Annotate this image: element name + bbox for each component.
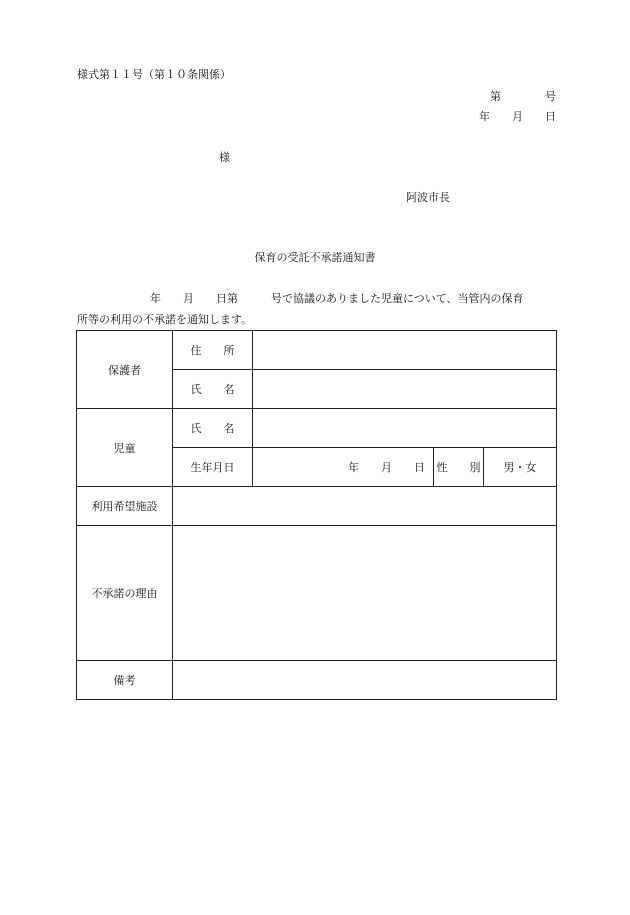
- sex-field[interactable]: 男・女: [484, 448, 557, 487]
- guardian-name-field[interactable]: [253, 370, 557, 409]
- table-row: [77, 526, 557, 661]
- reason-label: 不承諾の理由: [77, 526, 173, 661]
- body-line-2: 所等の利用の不承諾を通知します。: [77, 313, 253, 326]
- child-label: 児童: [77, 409, 173, 487]
- child-name-label: 氏 名: [173, 409, 253, 448]
- table-row: [77, 487, 557, 526]
- guardian-address-label: 住 所: [173, 331, 253, 370]
- table-row: [77, 661, 557, 700]
- facility-field[interactable]: [173, 487, 557, 526]
- document-date: 年 月 日: [479, 110, 556, 123]
- document-title: 保育の受託不承諾通知書: [254, 251, 376, 264]
- child-name-field[interactable]: [253, 409, 557, 448]
- guardian-address-field[interactable]: [253, 331, 557, 370]
- table-row: [77, 331, 557, 370]
- form-number: 様式第１１号（第１０条関係）: [77, 68, 231, 81]
- document-number: 第 号: [490, 90, 556, 103]
- guardian-label: 保護者: [77, 331, 173, 409]
- remarks-label: 備考: [77, 661, 173, 700]
- sex-label: 性 別: [434, 448, 484, 487]
- remarks-field[interactable]: [173, 661, 557, 700]
- recipient-honorific: 様: [219, 151, 230, 164]
- table-row: [77, 409, 557, 448]
- birth-date-field[interactable]: 年 月 日: [253, 448, 434, 487]
- guardian-name-label: 氏 名: [173, 370, 253, 409]
- facility-label: 利用希望施設: [77, 487, 173, 526]
- body-line-1: 年 月 日第 号で協議のありました児童について、当管内の保育: [150, 292, 524, 305]
- reason-field[interactable]: [173, 526, 557, 661]
- birth-date-label: 生年月日: [173, 448, 253, 487]
- issuer: 阿波市長: [406, 191, 450, 204]
- notice-form-table: [76, 330, 557, 700]
